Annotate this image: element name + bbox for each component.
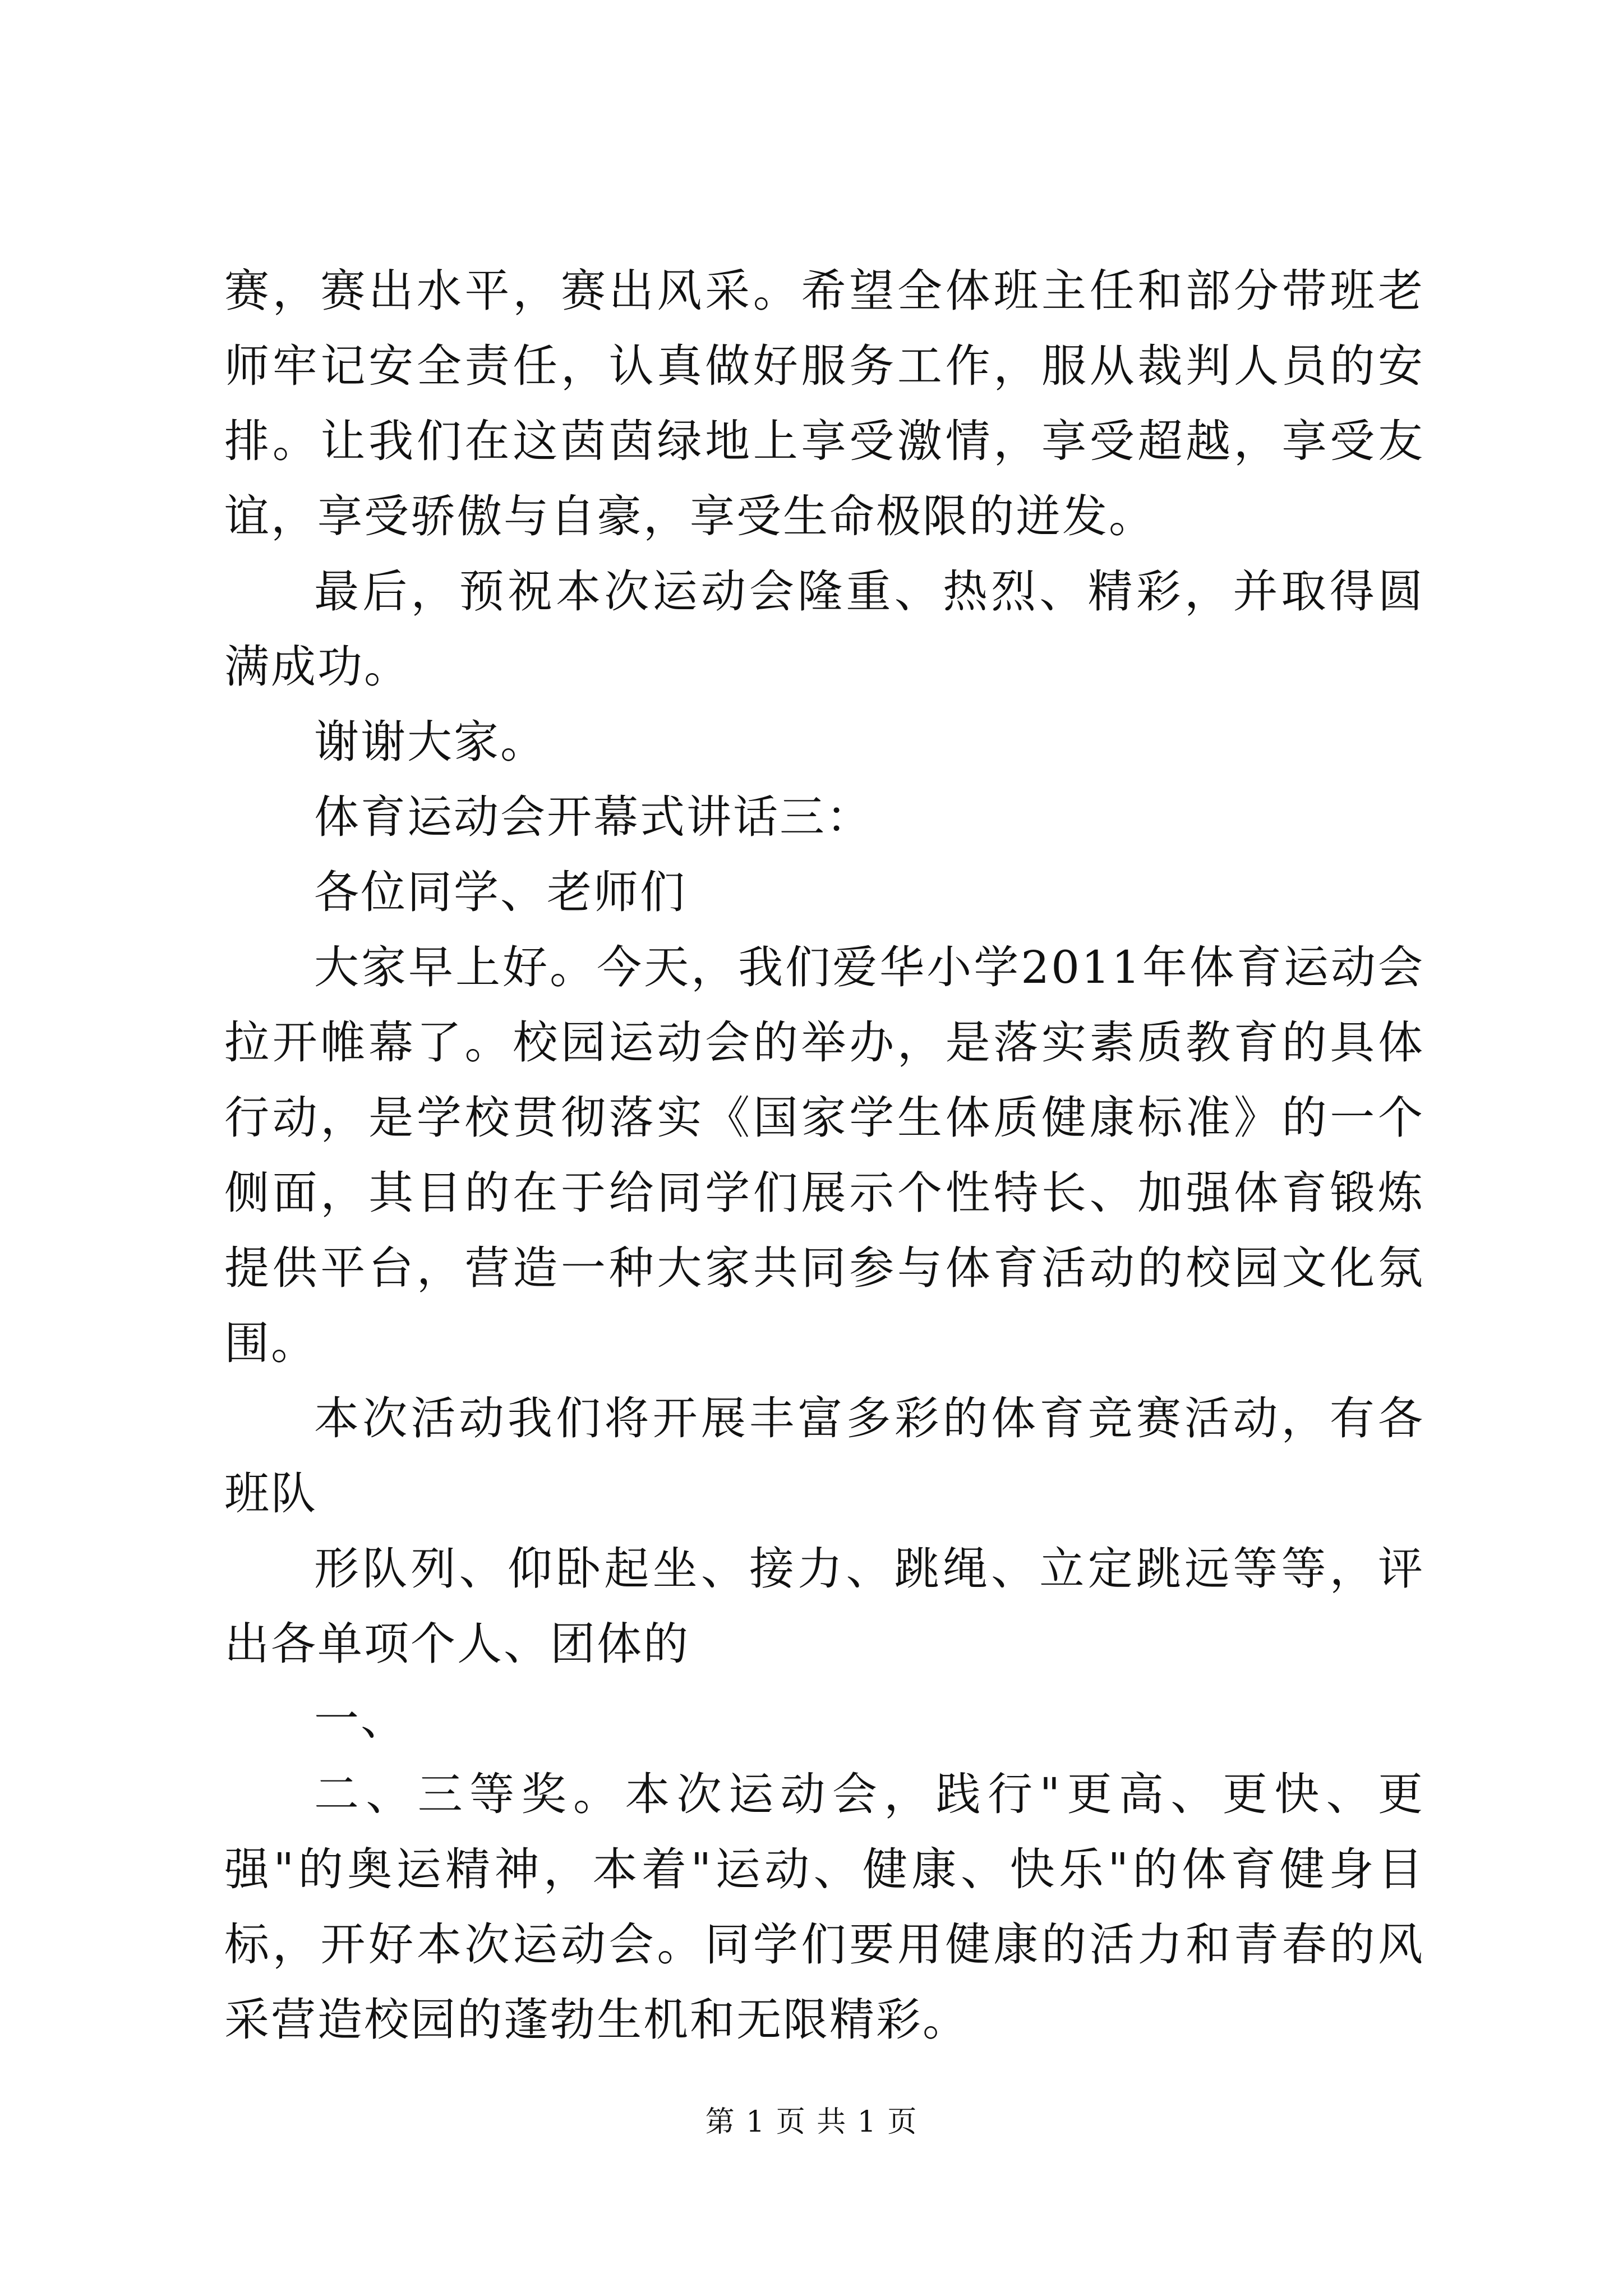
paragraph-thanks: 谢谢大家。	[314, 716, 547, 768]
salutation: 各位同学、老师们	[314, 866, 686, 918]
page-footer: 第 1 页 共 1 页	[705, 2105, 918, 2139]
section-heading: 体育运动会开幕式讲话三：	[314, 791, 873, 843]
paragraph-events: 形队列、仰卧起坐、接力、跳绳、立定跳远等等，评出各单项个人、团体的	[224, 1543, 1424, 1670]
paragraph-list-marker: 一、	[314, 1693, 407, 1745]
paragraph-opening: 大家早上好。今天，我们爱华小学2011年体育运动会拉开帷幕了。校园运动会的举办，是落实素质教育的具体行动，是学校贯彻落实《国家学生体质健康标准》的一个侧面，其目的在于给同学们展示个性特长、加强体育锻炼提供平台，营造一种大家共同参与体育活动的校园文化氛围。	[224, 941, 1424, 1369]
paragraph-awards: 二、三等奖。本次运动会，践行"更高、更快、更强"的奥运精神，本着"运动、健康、快乐"的体育健身目标，开好本次运动会。同学们要用健康的活力和青春的风采营造校园的蓬勃生机和无限精彩。	[224, 1768, 1424, 2046]
document-body	[224, 254, 1424, 2058]
paragraph-activities: 本次活动我们将开展丰富多彩的体育竞赛活动，有各班队	[224, 1392, 1424, 1520]
paragraph-continued: 赛，赛出水平，赛出风采。希望全体班主任和部分带班老师牢记安全责任，认真做好服务工作，服从裁判人员的安排。让我们在这茵茵绿地上享受激情，享受超越，享受友谊，享受骄傲与自豪，享受生命极限的迸发。	[224, 265, 1424, 542]
paragraph-closing-wish: 最后，预祝本次运动会隆重、热烈、精彩，并取得圆满成功。	[224, 565, 1424, 693]
